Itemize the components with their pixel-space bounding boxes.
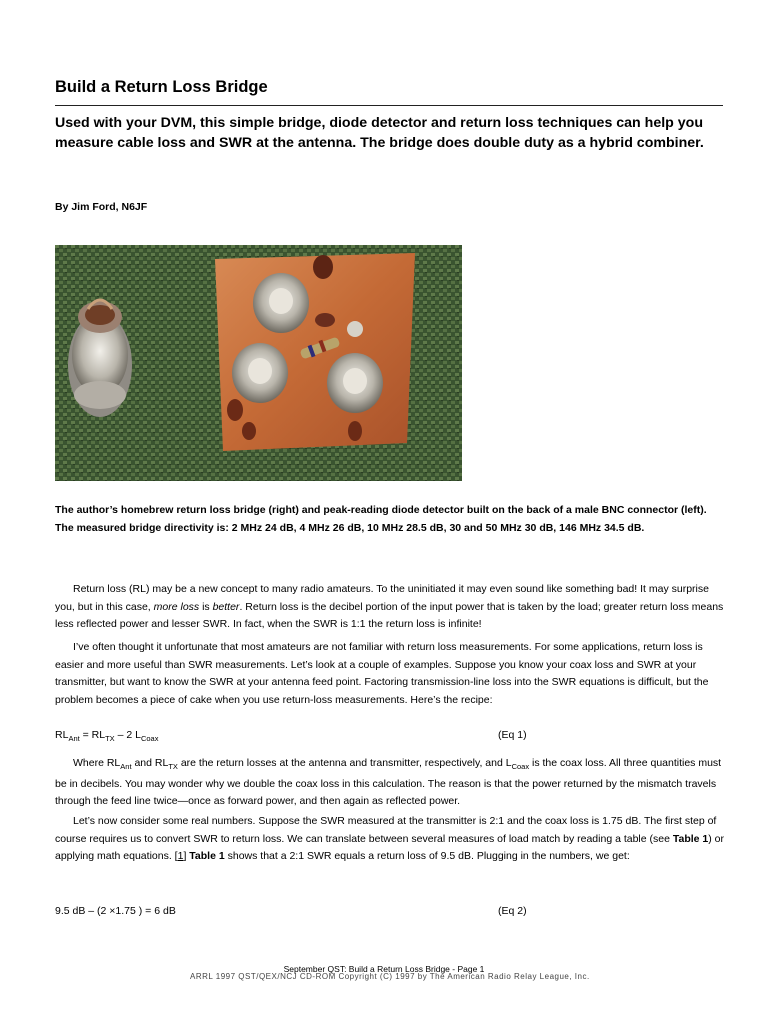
bridge-photo [55,245,462,481]
paragraph-1: Return loss (RL) may be a new concept to many radio amateurs. To the uninitiated it may even sound like something bad! It may surprise you, but in this case, more loss is better. Return loss is the decibel portion of the input power that is taken by the load; greater return loss means less reflected power and lesser SWR. In fact, when the SWR is 1:1 the return loss is infinite! [55,583,724,630]
equation-2 [55,905,725,921]
article-subtitle: Used with your DVM, this simple bridge, diode detector and return loss techniques can help you measure cable loss and SWR at the antenna. The bridge does double duty as a hybrid combiner. [55,115,704,151]
copper-board [215,253,415,451]
byline: By Jim Ford, N6JF [55,201,148,213]
copyright-footer-clipped [190,972,590,982]
page-footer: September QST: Build a Return Loss Bridge - Page 1 [283,964,485,974]
paragraph-2: I’ve often thought it unfortunate that most amateurs are not familiar with return loss measurements. For some applications, return loss is easier and more useful than SWR measurements. Let’s look at a couple of examples. Suppose you know your coax loss and SWR at your transmitter, but want to know the SWR at your antenna feed point. Factoring transmission-line loss into the SWR equations is difficult, but the problem becomes a piece of cake when you use return-loss measurements. Here’s the recipe: [55,641,709,706]
equation-2-expression: 9.5 dB – (2 ×1.75 ) = 6 dB [55,905,176,917]
paragraph-3: Where $RL_{Ant}$ and $RL_{TX}$ are the return losses at the antenna and transmitter, respectively, and $L_{Coax}$ is the coax loss. All three quantities must be in decibels. You may wonder why we double the coax loss in this calculation. The reason is that the power returned by the mismatch travels through the feed line twice—once as forward power, and then again as reflected power. [55,757,722,808]
equation-1-number: (Eq 1) [498,729,527,741]
photo-caption: The author’s homebrew return loss bridge (right) and peak-reading diode detector built on the back of a male BNC connector (left). The measured bridge directivity is: 2 MHz 24 dB, 4 MHz 26 dB, 10 MHz 28.5 dB, 30 and 50 MHz 30 dB, 146 MHz 34.5 dB. [55,504,707,534]
title-divider [55,105,723,106]
reference-link-1[interactable]: 1 [177,850,184,862]
article-title: Build a Return Loss Bridge [55,78,268,96]
paragraph-4: Let’s now consider some real numbers. Suppose the SWR measured at the transmitter is 2:1 and the coax loss is 1.75 dB. The first step of course requires us to convert SWR to return loss. We can translate between several measures of load match by reading a table (see Table 1) or applying math equations. [1] Table 1 shows that a 2:1 SWR equals a return loss of 9.5 dB. Plugging in the numbers, we get: [55,815,725,862]
equation-2-number: (Eq 2) [498,905,527,917]
equation-1 [55,729,725,745]
equation-1-expression: $RL_{Ant} = RL_{TX} - 2$ $L_{Coax}$ [55,729,159,744]
copyright-footer-text: ARRL 1997 QST/QEX/NCJ CD-ROM Copyright (C) 1997 by The American Radio Relay League, Inc. [190,972,590,981]
